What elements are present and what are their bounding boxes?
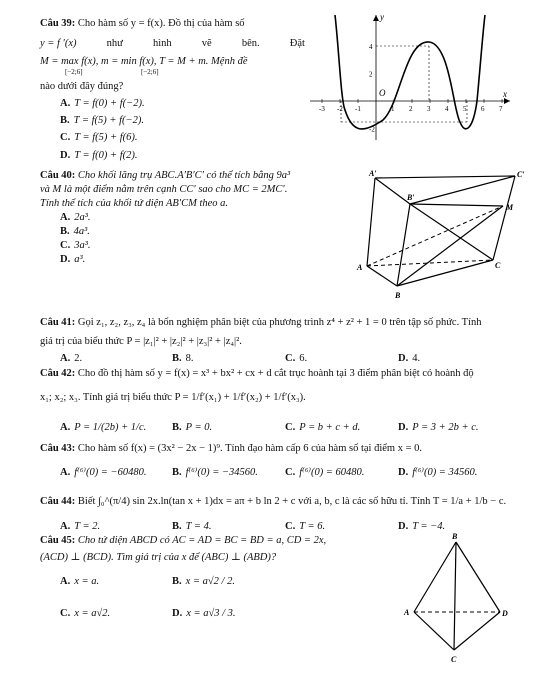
- label-m: M: [506, 203, 514, 212]
- graph-origin: O: [379, 88, 386, 98]
- q41-option-c[interactable]: C. 6.: [285, 353, 308, 364]
- q42-line1: [40, 368, 474, 379]
- tetrahedron-figure: [400, 532, 520, 672]
- label-a-tetra: A: [404, 608, 410, 617]
- q45-option-a[interactable]: A. x = a.: [60, 576, 100, 587]
- q43-number: Câu 43:: [40, 443, 76, 454]
- q41-option-d[interactable]: D. 4.: [398, 353, 421, 364]
- q40-line1: [40, 170, 290, 181]
- q42-option-c[interactable]: C. P = b + c + d.: [285, 422, 361, 433]
- x-tick-label: -1: [355, 105, 361, 113]
- q39-sub-b: [−2;6]: [141, 68, 159, 76]
- label-c: C: [495, 261, 501, 270]
- x-tick-label: 7: [499, 105, 503, 113]
- q39-w2: như: [106, 38, 123, 49]
- q42-option-a[interactable]: A. P = 1/(2b) + 1/c.: [60, 422, 147, 433]
- q40-option-b[interactable]: B. 4a³.: [60, 226, 90, 237]
- x-tick-label: 6: [481, 105, 485, 113]
- q39-option-d[interactable]: D. T = f(0) + f(2).: [60, 150, 138, 161]
- q39-w1: y = f ′(x): [40, 38, 77, 49]
- q41-text-1: Gọi z₁, z₂, z₃, z₄ là bốn nghiệm phân biệt của phương trình z⁴ + z² + 1 = 0 trên tập số phức. Tính: [77, 317, 482, 328]
- q44-option-d[interactable]: D. T = −4.: [398, 521, 446, 532]
- label-a: A: [357, 263, 363, 272]
- q40-line2: và M là một điểm nằm trên cạnh CC′ sao cho MC = 2MC′.: [40, 184, 288, 195]
- q40-option-d[interactable]: D. a³.: [60, 254, 86, 265]
- q43-line1: [40, 443, 422, 454]
- y-tick-label: 2: [369, 70, 373, 79]
- q42-line2: x₁; x₂; x₃. Tính giá trị biểu thức P = 1/f′(x₁) + 1/f′(x₂) + 1/f′(x₃).: [40, 392, 306, 403]
- q42-option-d[interactable]: D. P = 3 + 2b + c.: [398, 422, 479, 433]
- q42-text-1: Cho đồ thị hàm số y = f(x) = x³ + bx² + cx + d cắt trục hoành tại 3 điểm phân biệt có hoành độ: [77, 368, 474, 379]
- q45-option-c[interactable]: C. x = a√2.: [60, 608, 111, 619]
- q39-w6: Đặt: [289, 38, 305, 49]
- q42-option-b[interactable]: B. P = 0.: [172, 422, 213, 433]
- q43-option-b[interactable]: B. f⁽⁶⁾(0) = −34560.: [172, 467, 258, 478]
- q43-option-d[interactable]: D. f⁽⁶⁾(0) = 34560.: [398, 467, 478, 478]
- q39-w3: hình: [152, 38, 172, 49]
- x-tick-label: 5: [463, 105, 467, 113]
- q40-option-a[interactable]: A. 2a³.: [60, 212, 91, 223]
- q41-option-a[interactable]: A. 2.: [60, 353, 83, 364]
- q45-option-b[interactable]: B. x = a√2 / 2.: [172, 576, 235, 587]
- q45-line1: [40, 535, 326, 546]
- q41-number: Câu 41:: [40, 317, 76, 328]
- q41-option-b[interactable]: B. 8.: [172, 353, 194, 364]
- prism-figure: [355, 168, 530, 303]
- q43-option-c[interactable]: C. f⁽⁶⁾(0) = 60480.: [285, 467, 365, 478]
- q41-line1: [40, 317, 481, 328]
- label-b-tetra: B: [452, 532, 458, 541]
- label-d-tetra: D: [502, 609, 508, 618]
- q40-text-1: Cho khối lăng trụ ABC.A′B′C′ có thể tích bằng 9a³: [77, 170, 291, 181]
- q39-option-a[interactable]: A. T = f(0) + f(−2).: [60, 98, 145, 109]
- q41-line2: giá trị của biểu thức P = |z₁|² + |z₂|² + |z₃|² + |z₄|².: [40, 336, 242, 347]
- label-c-prime: C′: [517, 170, 525, 179]
- x-tick-label: 2: [409, 105, 413, 113]
- derivative-graph: [305, 10, 515, 145]
- q44-option-a[interactable]: A. T = 2.: [60, 521, 101, 532]
- q40-line3: Tính thể tích của khối tứ diện AB′CM theo a.: [40, 198, 229, 209]
- y-tick-label: 4: [369, 43, 373, 51]
- y-tick-label: -2: [369, 125, 375, 134]
- q44-text-1: Biết ∫₀^(π/4) sin 2x.ln(tan x + 1)dx = aπ + b ln 2 + c với a, b, c là các số hữu tỉ. Tính T = 1/a + 1/b − c.: [77, 496, 507, 507]
- q39-w4: vẽ: [201, 38, 212, 49]
- q39-number: Câu 39:: [40, 18, 76, 29]
- q45-line2: (ACD) ⊥ (BCD). Tìm giá trị của x để (ABC) ⊥ (ABD)?: [40, 552, 277, 563]
- q39-line3: M = max f(x), m = min f(x), T = M + m. Mệnh đề: [40, 56, 248, 67]
- q43-text-1: Cho hàm số f(x) = (3x² − 2x − 1)⁹. Tính đạo hàm cấp 6 của hàm số tại điểm x = 0.: [77, 443, 422, 454]
- q39-w5: bên.: [241, 38, 260, 49]
- x-tick-label: 3: [427, 105, 431, 113]
- label-b: B: [395, 291, 401, 300]
- q40-number: Câu 40:: [40, 170, 76, 181]
- x-tick-label: 1: [391, 105, 395, 113]
- q39-sub-a: [−2;6]: [65, 68, 83, 76]
- q39-line4: nào dưới đây đúng?: [40, 81, 124, 92]
- q43-option-a[interactable]: A. f⁽⁶⁾(0) = −60480.: [60, 467, 147, 478]
- q44-line1: [40, 496, 506, 507]
- q44-option-b[interactable]: B. T = 4.: [172, 521, 212, 532]
- label-a-prime: A′: [369, 169, 377, 178]
- q39-text-1: Cho hàm số y = f(x). Đồ thị của hàm số: [77, 18, 245, 29]
- label-b-prime: B′: [407, 193, 415, 202]
- q44-number: Câu 44:: [40, 496, 76, 507]
- x-tick-label: -3: [319, 105, 325, 113]
- q42-number: Câu 42:: [40, 368, 76, 379]
- q39-option-c[interactable]: C. T = f(5) + f(6).: [60, 132, 138, 143]
- graph-xlabel: x: [503, 89, 507, 99]
- q40-option-c[interactable]: C. 3a³.: [60, 240, 91, 251]
- q39-line1: [40, 18, 245, 29]
- q39-option-b[interactable]: B. T = f(5) + f(−2).: [60, 115, 144, 126]
- label-c-tetra: C: [451, 655, 457, 664]
- q45-text-1: Cho tứ diện ABCD có AC = AD = BC = BD = a, CD = 2x,: [77, 535, 327, 546]
- x-tick-label: -2: [337, 105, 343, 113]
- q45-number: Câu 45:: [40, 535, 76, 546]
- q39-line2: [40, 38, 305, 49]
- x-tick-label: 4: [445, 105, 449, 113]
- q44-option-c[interactable]: C. T = 6.: [285, 521, 326, 532]
- graph-ylabel: y: [380, 12, 384, 22]
- q45-option-d[interactable]: D. x = a√3 / 3.: [172, 608, 236, 619]
